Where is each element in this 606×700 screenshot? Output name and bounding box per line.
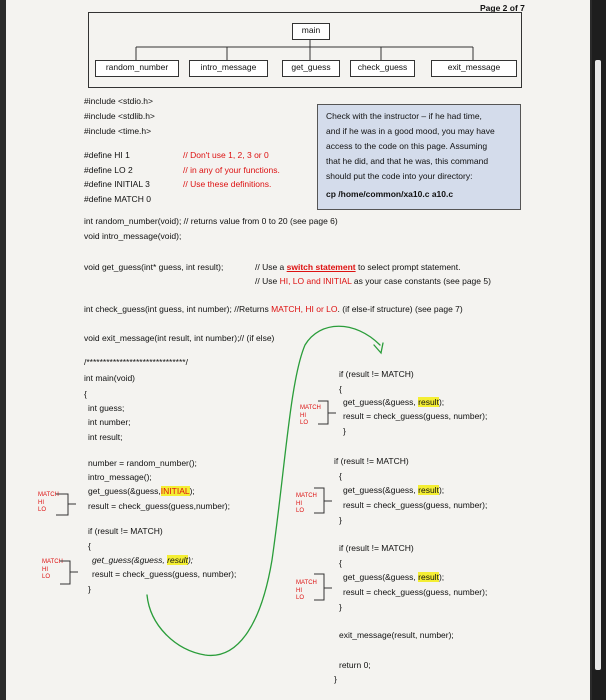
proto-intro-message: void intro_message(void); [84,231,182,241]
right-if-3: if (result != MATCH) [339,543,414,553]
return-values-label: MATCH HI LO [42,559,63,580]
note-line: and if he was in a good mood, you may have [326,126,495,136]
define-match: #define MATCH 0 [84,194,151,204]
define-comment-1: // Don't use 1, 2, 3 or 0 [183,150,269,160]
loop-arrow [147,326,380,655]
right-open-1: { [339,384,342,394]
call-intro-message: intro_message(); [88,472,152,482]
main-close-brace: } [334,674,337,684]
right-get-guess-3: get_guess(&guess, result); [343,572,445,582]
bracket [314,574,332,600]
return-values-label: MATCH HI LO [296,493,317,514]
bracket [60,561,78,584]
right-if-2: if (result != MATCH) [334,456,409,466]
bracket [314,488,332,513]
call-check-guess-2: result = check_guess(guess, number); [92,569,237,579]
right-close-3: } [339,602,342,612]
right-check-guess-2: result = check_guess(guess, number); [343,500,488,510]
call-check-guess: result = check_guess(guess,number); [88,501,230,511]
chart-node-get-guess: get_guess [282,60,340,77]
main-open-brace: { [84,389,87,399]
include-stdio: #include <stdio.h> [84,96,153,106]
return-values-label: MATCH HI LO [300,405,321,426]
separator-comment: /******************************/ [84,357,188,367]
include-stdlib: #include <stdlib.h> [84,111,155,121]
decl-guess: int guess; [88,403,125,413]
exit-message-call: exit_message(result, number); [339,630,454,640]
include-time: #include <time.h> [84,126,152,136]
chart-node-intro-message: intro_message [189,60,268,77]
note-command: cp /home/common/xa10.c a10.c [326,189,454,199]
assign-number: number = random_number(); [88,458,197,468]
chart-node-check-guess: check_guess [350,60,415,77]
right-if-1: if (result != MATCH) [339,369,414,379]
if-not-match: if (result != MATCH) [88,526,163,536]
define-hi: #define HI 1 [84,150,130,160]
right-check-guess-3: result = check_guess(guess, number); [343,587,488,597]
note-line: should put the code into your directory: [326,171,473,181]
decl-result: int result; [88,432,123,442]
chart-node-main: main [292,23,330,40]
return-values-label: MATCH HI LO [38,492,59,513]
define-comment-3: // Use these definitions. [183,179,272,189]
return-values-label: MATCH HI LO [296,580,317,601]
bracket [318,401,336,424]
right-get-guess-1: get_guess(&guess, result); [343,397,445,407]
right-close-1: } [343,426,346,436]
proto-exit-message: void exit_message(int result, int number);// (if else) [84,333,275,343]
proto-check-guess: int check_guess(int guess, int number); //Returns MATCH, HI or LO. (if else-if structure) (see page 7) [84,304,463,314]
call-get-guess-result: get_guess(&guess, result); [92,555,194,565]
proto-get-guess: void get_guess(int* guess, int result); [84,262,224,272]
define-lo: #define LO 2 [84,165,133,175]
right-open-2: { [339,471,342,481]
right-open-3: { [339,558,342,568]
get-guess-comment-1: // Use a switch statement to select prompt statement. [255,262,461,272]
main-signature: int main(void) [84,373,136,383]
define-comment-2: // in any of your functions. [183,165,280,175]
note-line: Check with the instructor – if he had time, [326,111,482,121]
right-get-guess-2: get_guess(&guess, result); [343,485,445,495]
proto-random-number: int random_number(void); // returns value from 0 to 20 (see page 6) [84,216,338,226]
decl-number: int number; [88,417,131,427]
right-close-2: } [339,515,342,525]
right-check-guess-1: result = check_guess(guess, number); [343,411,488,421]
return-statement: return 0; [339,660,371,670]
if-close-brace: } [88,584,91,594]
get-guess-comment-2: // Use HI, LO and INITIAL as your case constants (see page 5) [255,276,491,286]
chart-node-exit-message: exit_message [431,60,517,77]
define-initial: #define INITIAL 3 [84,179,150,189]
chart-node-random-number: random_number [95,60,179,77]
bracket [56,494,76,515]
arrowhead [374,343,383,353]
note-line: access to the code on this page. Assuming [326,141,488,151]
if-open-brace: { [88,541,91,551]
note-line: that he did, and that he was, this command [326,156,489,166]
call-get-guess-initial: get_guess(&guess,INITIAL); [88,486,195,496]
page-number: Page 2 of 7 [480,3,525,13]
